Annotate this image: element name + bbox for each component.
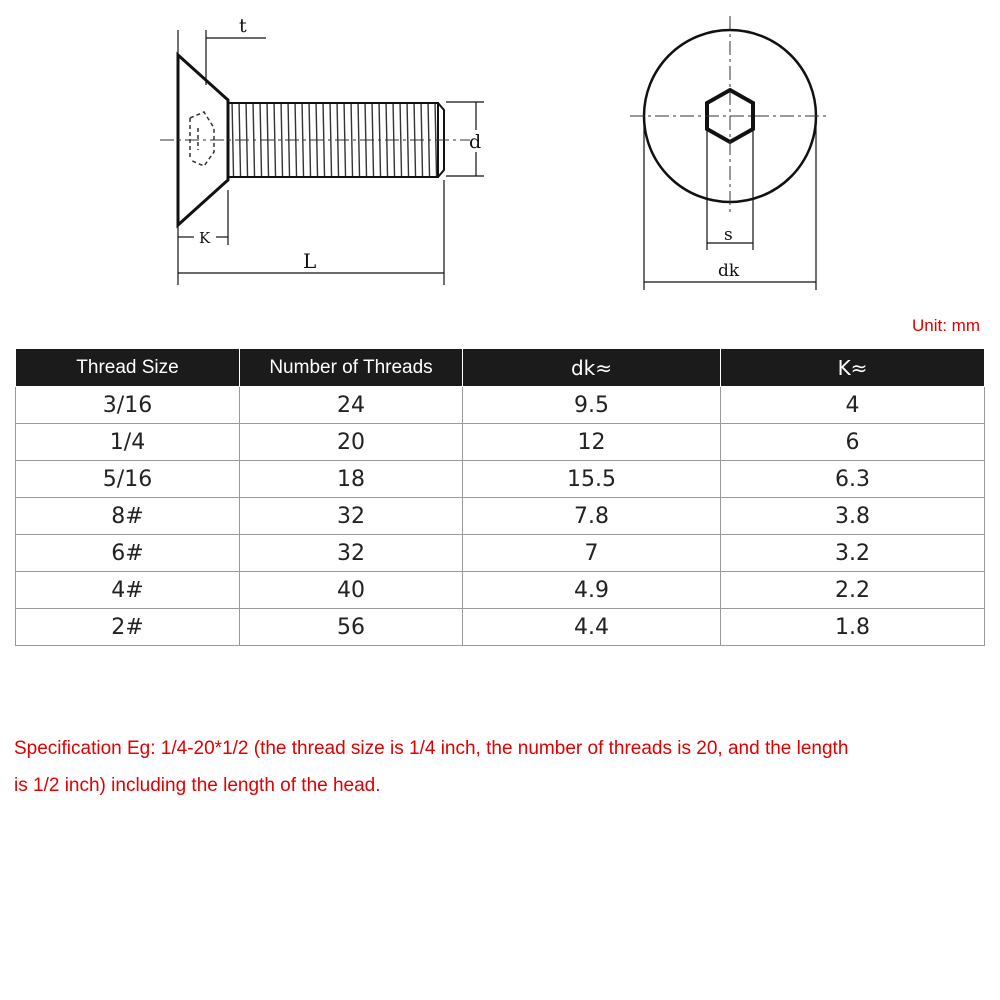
cell-k: 3.8 xyxy=(721,498,985,535)
cell-thread-size: 6# xyxy=(16,535,240,572)
col-dk: dk≈ xyxy=(463,349,721,387)
cell-dk: 15.5 xyxy=(463,461,721,498)
dim-label-dk: dk xyxy=(718,261,740,281)
dim-label-d: d xyxy=(469,131,482,153)
cell-thread-size: 4# xyxy=(16,572,240,609)
table-row xyxy=(16,424,985,461)
cell-k: 2.2 xyxy=(721,572,985,609)
cell-dk: 7 xyxy=(463,535,721,572)
col-k: K≈ xyxy=(721,349,985,387)
cell-k: 4 xyxy=(721,387,985,424)
cell-threads: 32 xyxy=(240,535,463,572)
table-row xyxy=(16,387,985,424)
cell-thread-size: 8# xyxy=(16,498,240,535)
cell-threads: 40 xyxy=(240,572,463,609)
screw-diagram xyxy=(0,0,1000,310)
table-row xyxy=(16,535,985,572)
cell-threads: 24 xyxy=(240,387,463,424)
cell-thread-size: 1/4 xyxy=(16,424,240,461)
cell-thread-size: 3/16 xyxy=(16,387,240,424)
cell-thread-size: 5/16 xyxy=(16,461,240,498)
col-number-of-threads: Number of Threads xyxy=(240,349,463,387)
dim-label-k: K xyxy=(199,229,211,247)
specification-note xyxy=(14,730,974,804)
cell-dk: 9.5 xyxy=(463,387,721,424)
cell-k: 3.2 xyxy=(721,535,985,572)
cell-dk: 4.4 xyxy=(463,609,721,646)
screw-shank xyxy=(228,103,438,177)
table-row xyxy=(16,461,985,498)
dim-label-s: s xyxy=(724,225,733,245)
table-header-row xyxy=(16,349,985,387)
table-row xyxy=(16,498,985,535)
cell-dk: 4.9 xyxy=(463,572,721,609)
table-row xyxy=(16,609,985,646)
cell-threads: 32 xyxy=(240,498,463,535)
table-row xyxy=(16,572,985,609)
cell-threads: 56 xyxy=(240,609,463,646)
note-line-2: is 1/2 inch) including the length of the head. xyxy=(14,775,381,796)
spec-table xyxy=(15,348,985,646)
cell-k: 6 xyxy=(721,424,985,461)
cell-k: 6.3 xyxy=(721,461,985,498)
screw-top-view xyxy=(630,16,830,290)
cell-dk: 7.8 xyxy=(463,498,721,535)
unit-label: Unit: mm xyxy=(912,316,980,335)
note-line-1: Specification Eg: 1/4-20*1/2 (the thread size is 1/4 inch, the number of threads is 20, and the length xyxy=(14,738,849,759)
cell-dk: 12 xyxy=(463,424,721,461)
cell-k: 1.8 xyxy=(721,609,985,646)
cell-threads: 18 xyxy=(240,461,463,498)
cell-thread-size: 2# xyxy=(16,609,240,646)
dim-label-l: L xyxy=(303,249,317,273)
dim-label-t: t xyxy=(239,15,247,37)
cell-threads: 20 xyxy=(240,424,463,461)
col-thread-size: Thread Size xyxy=(16,349,240,387)
